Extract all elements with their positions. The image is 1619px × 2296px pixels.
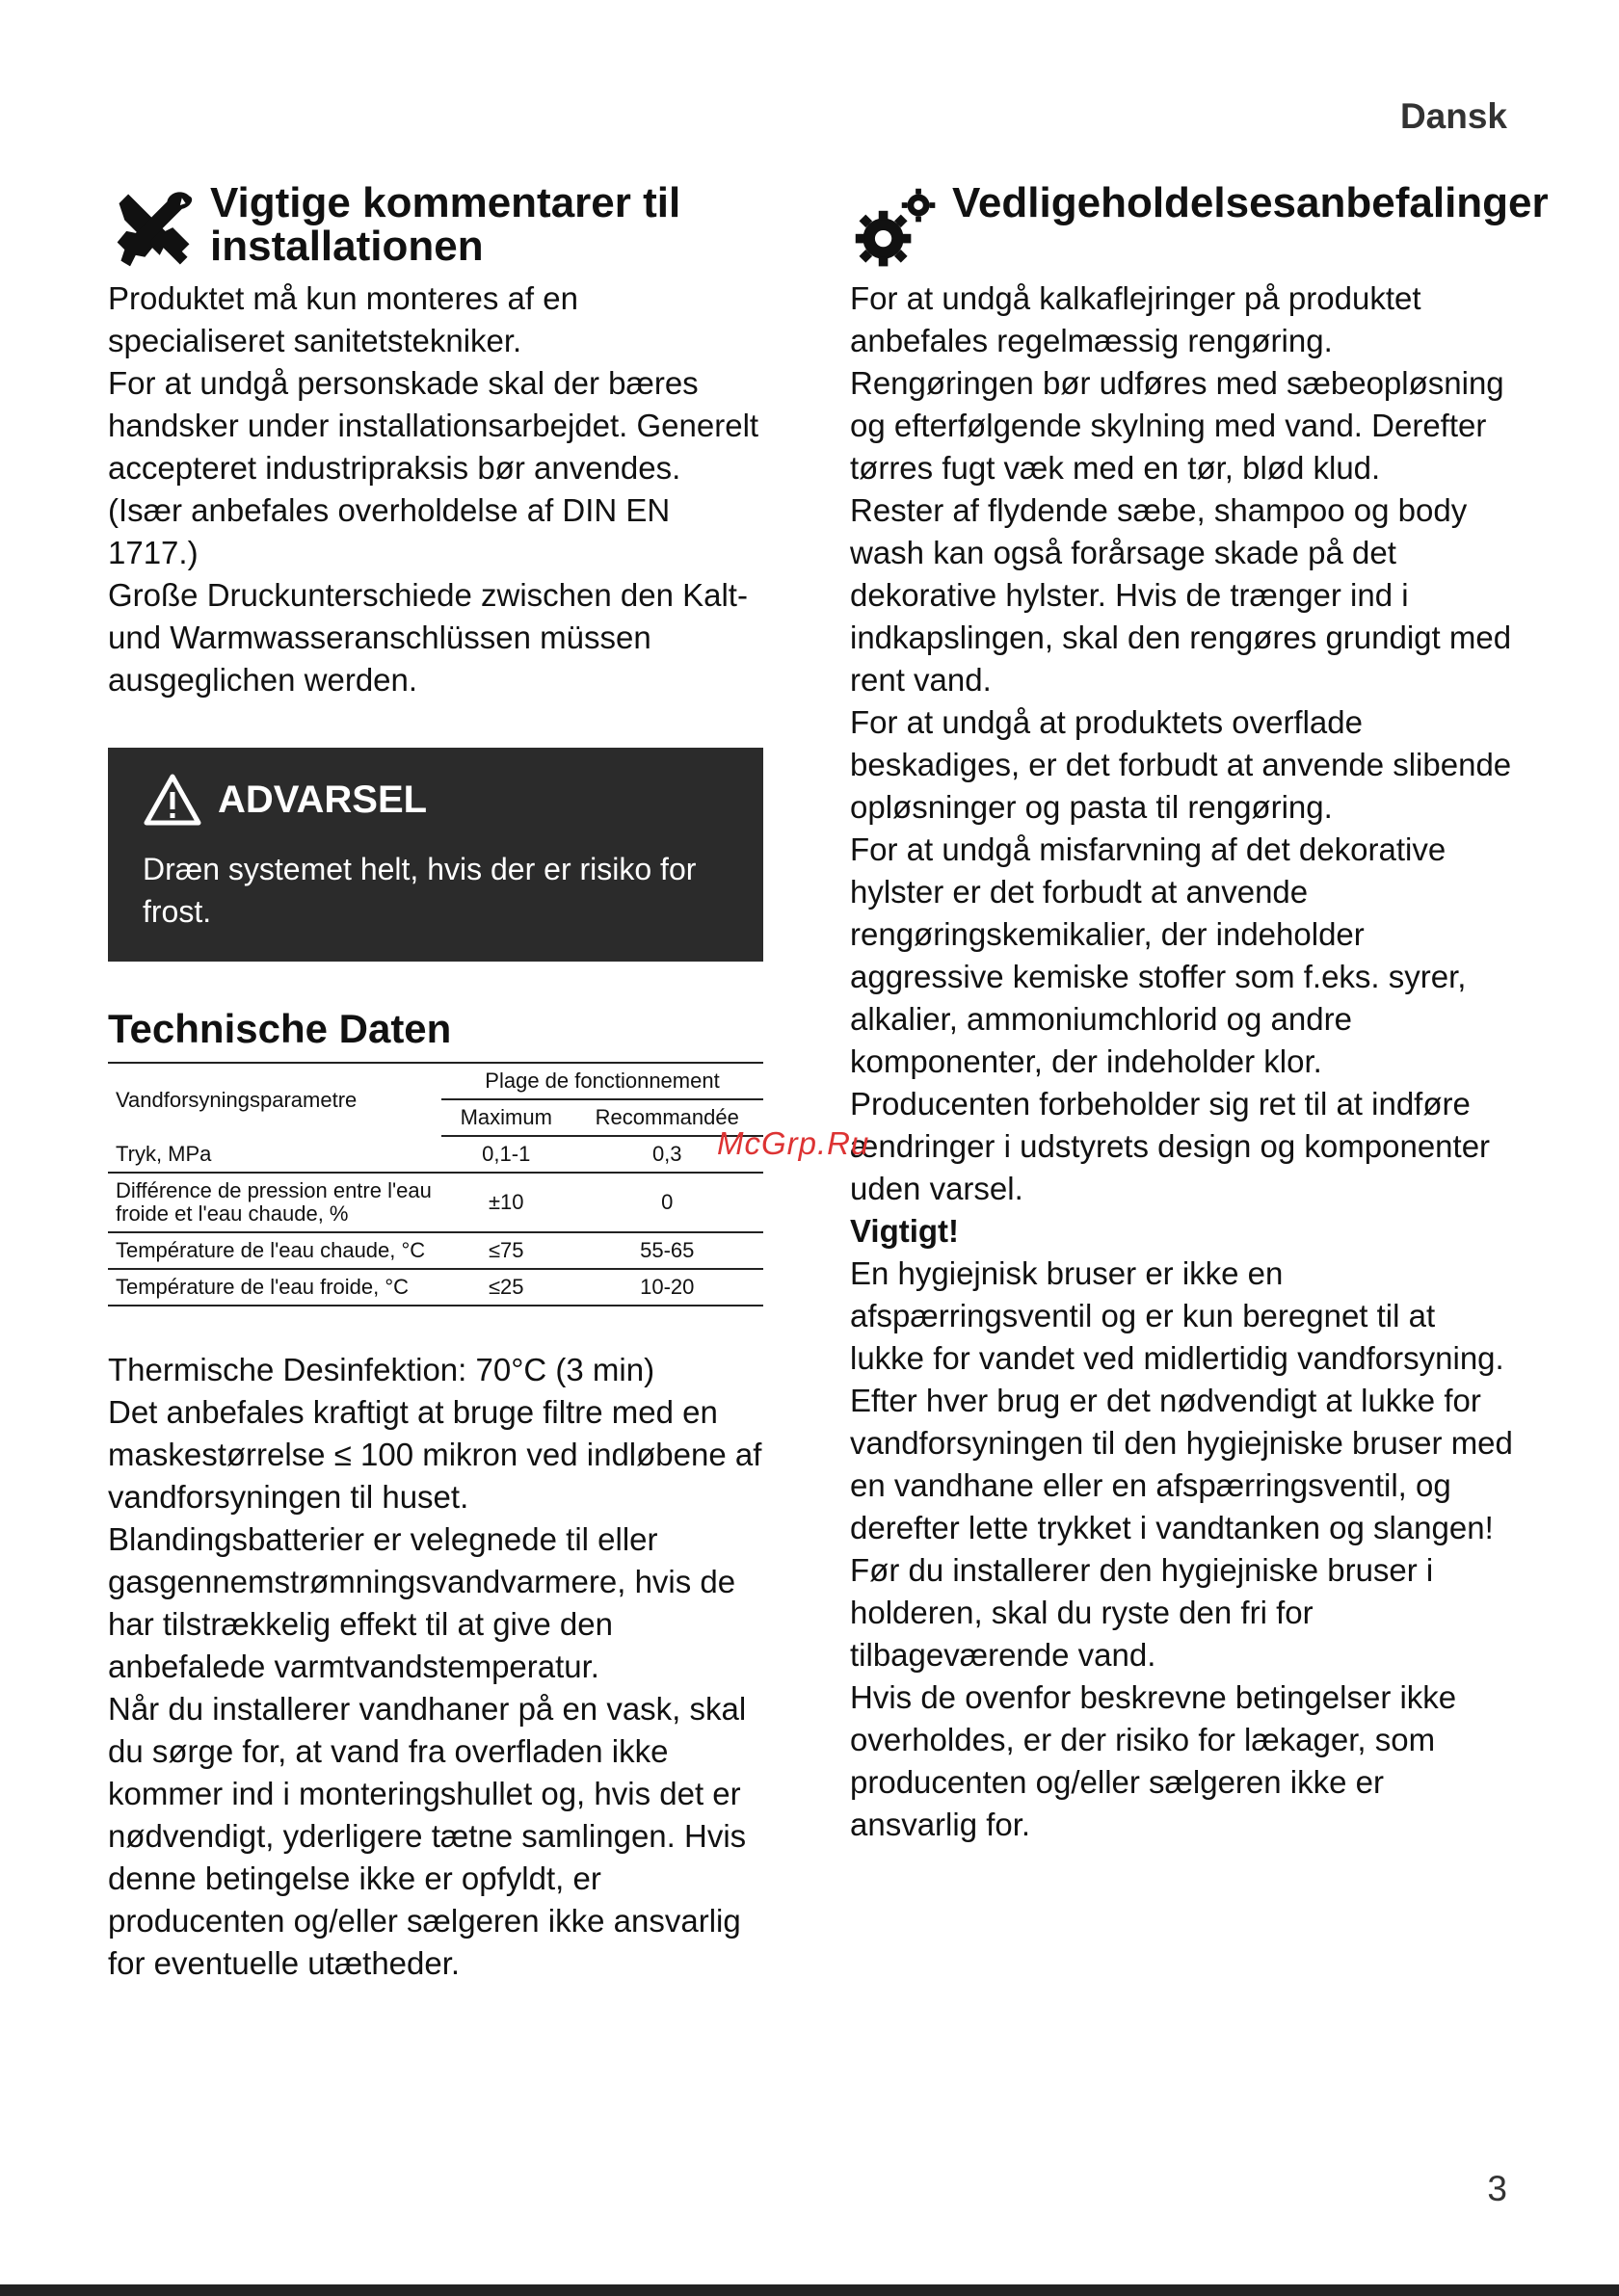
table-row xyxy=(108,1136,763,1173)
paragraph: Når du installerer vandhaner på en vask, skal du sørge for, at vand fra overfladen ikke kommer ind i monteringshullet og, hvis det er nødvendigt, yderligere tætne samlingen. Hvis denne betingelse ikke er opfyldt, er producenten og/eller sælgeren ikke ansvarlig for eventuelle utætheder. xyxy=(108,1691,747,1981)
rec-cell: 10-20 xyxy=(571,1269,763,1306)
paragraph: For at undgå kalkaflejringer på produktet anbefales regelmæssig rengøring. xyxy=(850,280,1421,358)
page-number: 3 xyxy=(1487,2169,1507,2208)
warning-text: Dræn systemet helt, hvis der er risiko for frost. xyxy=(143,852,697,929)
table-row xyxy=(108,1232,763,1269)
paragraph: En hygiejnisk bruser er ikke en afspærringsventil og er kun beregnet til at lukke for vandet ved midlertidig vandforsyning. Efter hver brug er det nødvendigt at lukke for vandforsyningen til den hygiejniske bruser med en vandhane eller en afspærringsventil, og derefter lette trykket i vandtanken og slangen! xyxy=(850,1255,1513,1545)
table-row xyxy=(108,1173,763,1232)
installation-heading xyxy=(108,181,763,276)
paragraph: Rester af flydende sæbe, shampoo og body wash kan også forårsage skade på det dekorative hylster. Hvis de trænger ind i indkapslingen, skal den rengøres grundigt med rent vand. xyxy=(850,492,1512,698)
range-header: Plage de fonctionnement xyxy=(441,1063,763,1099)
important-label: Vigtigt! xyxy=(850,1213,960,1249)
paragraph: Thermische Desinfektion: 70°C (3 min) xyxy=(108,1352,655,1387)
paragraph: Blandingsbatterier er velegnede til eller gasgennemstrømningsvandvarmere, hvis de har tilstrækkelig effekt til at give den anbefalede varmtvandstemperatur. xyxy=(108,1521,736,1684)
warning-box xyxy=(108,748,763,962)
warning-heading xyxy=(143,773,729,827)
paragraph: For at undgå at produktets overflade beskadiges, er det forbudt at anvende slibende opløsninger og pasta til rengøring. xyxy=(850,704,1512,825)
max-header: Maximum xyxy=(441,1099,571,1136)
paragraph: For at undgå misfarvning af det dekorative hylster er det forbudt at anvende rengøringskemikalier, der indeholder aggressive kemiske stoffer som f.eks. syrer, alkalier, ammoniumchlorid og andre komponenter, der indeholder klor. xyxy=(850,831,1467,1079)
maintenance-text xyxy=(850,277,1515,1846)
param-cell: Température de l'eau chaude, °C xyxy=(108,1232,441,1269)
maintenance-title: Vedligeholdelsesanbefalinger xyxy=(952,179,1549,226)
bottom-border xyxy=(0,2284,1619,2296)
rec-cell: 55-65 xyxy=(571,1232,763,1269)
watermark: McGrp.Ru xyxy=(717,1125,870,1161)
rec-header: Recommandée xyxy=(571,1099,763,1136)
additional-info xyxy=(108,1349,763,1985)
paragraph: Rengøringen bør udføres med sæbeopløsning og efterfølgende skylning med vand. Derefter tørres fugt væk med en tør, blød klud. xyxy=(850,365,1504,486)
tech-data-title: Technische Daten xyxy=(108,1006,452,1051)
right-column xyxy=(850,179,1549,1846)
left-column xyxy=(108,181,763,1985)
table-row xyxy=(108,1269,763,1306)
paragraph: Hvis de ovenfor beskrevne betingelser ikke overholdes, er der risiko for lækager, som producenten og/eller sælgeren ikke er ansvarlig for. xyxy=(850,1679,1457,1842)
warning-title: ADVARSEL xyxy=(218,778,428,821)
param-cell: Différence de pression entre l'eau froide et l'eau chaude, % xyxy=(108,1173,441,1232)
max-cell: ±10 xyxy=(441,1173,571,1232)
paragraph: Producenten forbeholder sig ret til at indføre ændringer i udstyrets design og komponenter uden varsel. xyxy=(850,1086,1491,1206)
installation-text xyxy=(108,277,763,701)
param-cell: Température de l'eau froide, °C xyxy=(108,1269,441,1306)
max-cell: 0,1-1 xyxy=(441,1136,571,1173)
paragraph: For at undgå personskade skal der bæres handsker under installationsarbejdet. Generelt accepteret industripraksis bør anvendes. (Især anbefales overholdelse af DIN EN 1717.) xyxy=(108,365,759,570)
maintenance-heading xyxy=(850,179,1549,276)
tech-data-table xyxy=(108,1062,763,1306)
max-cell: ≤75 xyxy=(441,1232,571,1269)
gears-icon xyxy=(850,183,942,276)
rec-cell: 0 xyxy=(571,1173,763,1232)
tools-icon xyxy=(108,183,200,276)
param-header: Vandforsyningsparametre xyxy=(116,1087,358,1112)
paragraph: Große Druckunterschiede zwischen den Kalt- und Warmwasseranschlüssen müssen ausgeglichen werden. xyxy=(108,577,748,698)
paragraph: Det anbefales kraftigt at bruge filtre med en maskestørrelse ≤ 100 mikron ved indløbene af vandforsyningen til huset. xyxy=(108,1394,762,1515)
max-cell: ≤25 xyxy=(441,1269,571,1306)
warning-triangle-icon xyxy=(143,773,202,827)
rec-cell: 0,3 xyxy=(571,1136,763,1173)
paragraph: Før du installerer den hygiejniske bruser i holderen, skal du ryste den fri for tilbageværende vand. xyxy=(850,1552,1434,1673)
paragraph: Produktet må kun monteres af en specialiseret sanitetstekniker. xyxy=(108,280,578,358)
language-label: Dansk xyxy=(1399,96,1507,136)
installation-title: Vigtige kommentarer til installationen xyxy=(210,179,681,270)
param-cell: Tryk, MPa xyxy=(108,1136,441,1173)
